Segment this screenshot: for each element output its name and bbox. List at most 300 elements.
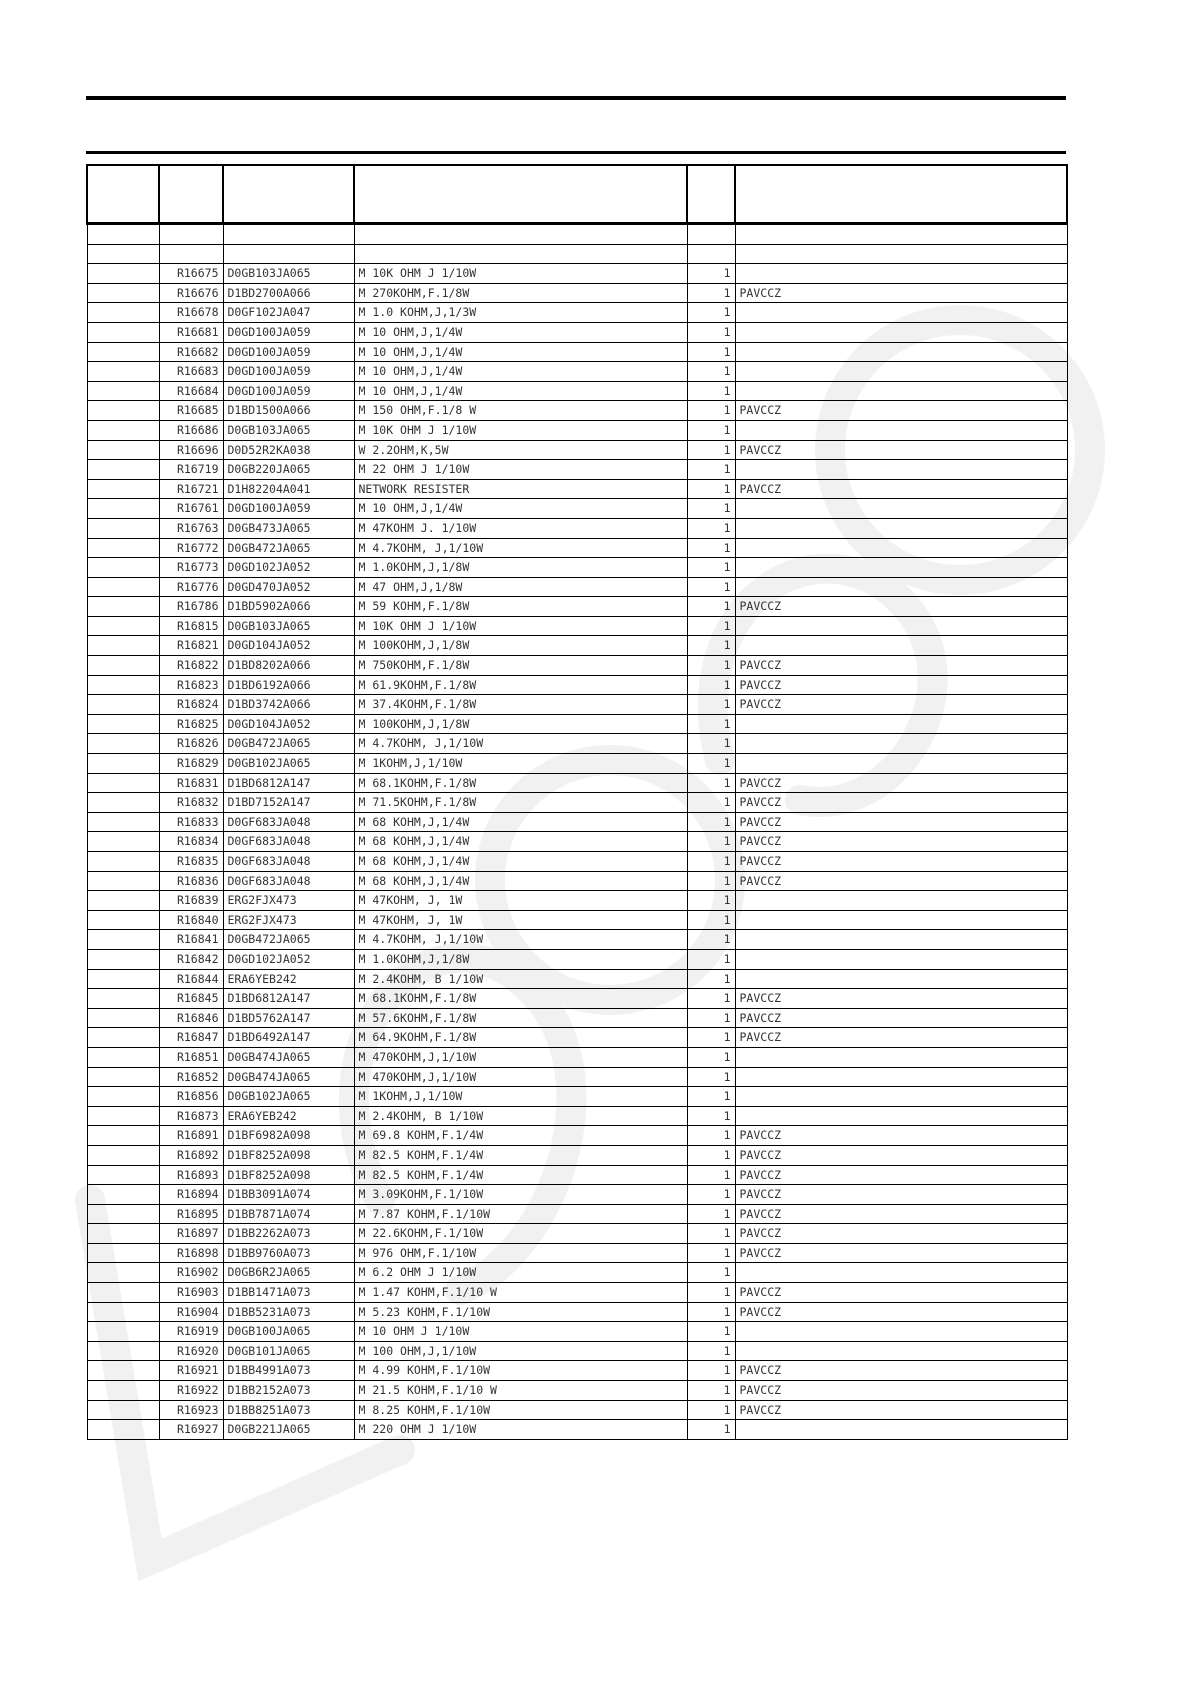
description-cell: M 10K OHM J 1/10W (354, 264, 687, 284)
table-row (87, 303, 1067, 323)
table-row (87, 499, 1067, 519)
quantity-cell: 1 (687, 499, 735, 519)
remarks-cell (735, 322, 1067, 342)
remarks-cell: PAVCCZ (735, 812, 1067, 832)
quantity-cell: 1 (687, 1126, 735, 1146)
quantity-cell: 1 (687, 1283, 735, 1303)
description-cell: M 22.6KOHM,F.1/10W (354, 1224, 687, 1244)
quantity-cell: 1 (687, 440, 735, 460)
section-cell (87, 1145, 159, 1165)
part-no-cell: D1BD8202A066 (223, 656, 354, 676)
quantity-cell: 1 (687, 636, 735, 656)
section-cell (87, 1067, 159, 1087)
description-cell: M 47 OHM,J,1/8W (354, 577, 687, 597)
description-cell: M 220 OHM J 1/10W (354, 1420, 687, 1440)
blank-row (87, 224, 1067, 245)
quantity-cell: 1 (687, 812, 735, 832)
ref-no-cell: R16856 (159, 1087, 223, 1107)
ref-no-cell: R16721 (159, 479, 223, 499)
part-no-cell: D1BF8252A098 (223, 1165, 354, 1185)
part-no-cell: D0GD470JA052 (223, 577, 354, 597)
description-cell: M 47KOHM, J, 1W (354, 891, 687, 911)
part-no-cell: D0GD100JA059 (223, 499, 354, 519)
part-no-cell: D0GB101JA065 (223, 1341, 354, 1361)
ref-no-cell: R16676 (159, 283, 223, 303)
description-cell: M 4.7KOHM, J,1/10W (354, 930, 687, 950)
ref-no-cell: R16831 (159, 773, 223, 793)
section-cell (87, 1087, 159, 1107)
table-row (87, 1028, 1067, 1048)
section-cell (87, 1341, 159, 1361)
part-no-cell: D0GD100JA059 (223, 362, 354, 382)
description-cell: M 8.25 KOHM,F.1/10W (354, 1400, 687, 1420)
part-no-cell: D0GB103JA065 (223, 420, 354, 440)
quantity-cell: 1 (687, 656, 735, 676)
ref-no-cell: R16685 (159, 401, 223, 421)
section-cell (87, 734, 159, 754)
section-cell (87, 616, 159, 636)
table-row (87, 1224, 1067, 1244)
description-cell: M 150 OHM,F.1/8 W (354, 401, 687, 421)
description-cell: M 10 OHM,J,1/4W (354, 499, 687, 519)
section-cell (87, 538, 159, 558)
part-no-cell: D1BB5231A073 (223, 1302, 354, 1322)
header-cell (687, 165, 735, 224)
table-row (87, 714, 1067, 734)
ref-no-cell: R16902 (159, 1263, 223, 1283)
section-cell (87, 558, 159, 578)
ref-no-cell: R16846 (159, 1008, 223, 1028)
quantity-cell: 1 (687, 773, 735, 793)
remarks-cell (735, 714, 1067, 734)
table-row (87, 812, 1067, 832)
section-cell (87, 1204, 159, 1224)
table-row (87, 1302, 1067, 1322)
remarks-cell (735, 949, 1067, 969)
table-row (87, 1106, 1067, 1126)
table-row (87, 1263, 1067, 1283)
ref-no-cell: R16773 (159, 558, 223, 578)
section-cell (87, 773, 159, 793)
ref-no-cell: R16833 (159, 812, 223, 832)
remarks-cell: PAVCCZ (735, 440, 1067, 460)
description-cell: M 47KOHM, J, 1W (354, 910, 687, 930)
ref-no-cell: R16675 (159, 264, 223, 284)
quantity-cell: 1 (687, 1361, 735, 1381)
remarks-cell: PAVCCZ (735, 1185, 1067, 1205)
part-no-cell: D0GB102JA065 (223, 754, 354, 774)
quantity-cell: 1 (687, 734, 735, 754)
ref-no-cell: R16851 (159, 1047, 223, 1067)
quantity-cell: 1 (687, 949, 735, 969)
part-no-cell: ERA6YEB242 (223, 1106, 354, 1126)
ref-no-cell: R16763 (159, 518, 223, 538)
part-no-cell: D0GB100JA065 (223, 1322, 354, 1342)
ref-no-cell: R16815 (159, 616, 223, 636)
description-cell: M 100 OHM,J,1/10W (354, 1341, 687, 1361)
description-cell: M 82.5 KOHM,F.1/4W (354, 1165, 687, 1185)
part-no-cell: D1BB2262A073 (223, 1224, 354, 1244)
description-cell: M 5.23 KOHM,F.1/10W (354, 1302, 687, 1322)
remarks-cell (735, 1341, 1067, 1361)
remarks-cell: PAVCCZ (735, 989, 1067, 1009)
description-cell: M 71.5KOHM,F.1/8W (354, 793, 687, 813)
part-no-cell: D1BD2700A066 (223, 283, 354, 303)
ref-no-cell: R16921 (159, 1361, 223, 1381)
description-cell: M 270KOHM,F.1/8W (354, 283, 687, 303)
table-row (87, 969, 1067, 989)
section-cell (87, 401, 159, 421)
ref-no-cell: R16895 (159, 1204, 223, 1224)
section-cell (87, 852, 159, 872)
remarks-cell (735, 264, 1067, 284)
description-cell: M 64.9KOHM,F.1/8W (354, 1028, 687, 1048)
section-cell (87, 1361, 159, 1381)
remarks-cell (735, 1087, 1067, 1107)
description-cell: M 68 KOHM,J,1/4W (354, 812, 687, 832)
description-cell: M 1KOHM,J,1/10W (354, 754, 687, 774)
quantity-cell: 1 (687, 754, 735, 774)
description-cell: M 21.5 KOHM,F.1/10 W (354, 1381, 687, 1401)
table-row (87, 1067, 1067, 1087)
part-no-cell: D0GD104JA052 (223, 714, 354, 734)
description-cell: M 100KOHM,J,1/8W (354, 714, 687, 734)
table-row (87, 1381, 1067, 1401)
remarks-cell (735, 518, 1067, 538)
part-no-cell: D1BD7152A147 (223, 793, 354, 813)
table-row (87, 656, 1067, 676)
description-cell: M 57.6KOHM,F.1/8W (354, 1008, 687, 1028)
section-cell (87, 1420, 159, 1440)
ref-no-cell: R16826 (159, 734, 223, 754)
ref-no-cell: R16829 (159, 754, 223, 774)
ref-no-cell: R16684 (159, 381, 223, 401)
quantity-cell: 1 (687, 1008, 735, 1028)
part-no-cell: D0GB474JA065 (223, 1067, 354, 1087)
section-cell (87, 303, 159, 323)
ref-no-cell: R16873 (159, 1106, 223, 1126)
table-row (87, 754, 1067, 774)
ref-no-cell: R16898 (159, 1243, 223, 1263)
part-no-cell: D1BD1500A066 (223, 401, 354, 421)
description-cell: M 10 OHM,J,1/4W (354, 342, 687, 362)
ref-no-cell: R16842 (159, 949, 223, 969)
table-row (87, 1204, 1067, 1224)
parts-table-body (87, 165, 1067, 1439)
quantity-cell: 1 (687, 264, 735, 284)
ref-no-cell: R16825 (159, 714, 223, 734)
remarks-cell (735, 1067, 1067, 1087)
section-cell (87, 420, 159, 440)
part-no-cell: D1BF8252A098 (223, 1145, 354, 1165)
ref-no-cell: R16891 (159, 1126, 223, 1146)
header-rule (86, 151, 1066, 154)
table-row (87, 381, 1067, 401)
quantity-cell: 1 (687, 283, 735, 303)
remarks-cell (735, 1420, 1067, 1440)
part-no-cell: D0GB472JA065 (223, 930, 354, 950)
quantity-cell: 1 (687, 989, 735, 1009)
section-cell (87, 577, 159, 597)
remarks-cell (735, 1263, 1067, 1283)
table-row (87, 479, 1067, 499)
part-no-cell: D1BB9760A073 (223, 1243, 354, 1263)
table-row (87, 832, 1067, 852)
ref-no-cell: R16919 (159, 1322, 223, 1342)
part-no-cell: D1BD6812A147 (223, 773, 354, 793)
remarks-cell (735, 734, 1067, 754)
section-cell (87, 832, 159, 852)
description-cell: M 68 KOHM,J,1/4W (354, 832, 687, 852)
description-cell: M 37.4KOHM,F.1/8W (354, 695, 687, 715)
ref-no-cell: R16892 (159, 1145, 223, 1165)
description-cell: NETWORK RESISTER (354, 479, 687, 499)
description-cell: M 6.2 OHM J 1/10W (354, 1263, 687, 1283)
quantity-cell: 1 (687, 342, 735, 362)
remarks-cell: PAVCCZ (735, 1302, 1067, 1322)
remarks-cell (735, 969, 1067, 989)
remarks-cell: PAVCCZ (735, 1145, 1067, 1165)
part-no-cell: ERG2FJX473 (223, 891, 354, 911)
quantity-cell: 1 (687, 401, 735, 421)
description-cell: M 69.8 KOHM,F.1/4W (354, 1126, 687, 1146)
part-no-cell: D0GB220JA065 (223, 460, 354, 480)
remarks-cell (735, 616, 1067, 636)
part-no-cell: D0GF683JA048 (223, 871, 354, 891)
ref-no-cell: R16927 (159, 1420, 223, 1440)
quantity-cell: 1 (687, 1322, 735, 1342)
quantity-cell: 1 (687, 322, 735, 342)
quantity-cell: 1 (687, 577, 735, 597)
description-cell: M 1.0KOHM,J,1/8W (354, 558, 687, 578)
remarks-cell: PAVCCZ (735, 852, 1067, 872)
description-cell: M 10K OHM J 1/10W (354, 420, 687, 440)
ref-no-cell: R16834 (159, 832, 223, 852)
quantity-cell: 1 (687, 1204, 735, 1224)
top-rule (86, 96, 1066, 100)
section-cell (87, 714, 159, 734)
quantity-cell: 1 (687, 558, 735, 578)
quantity-cell: 1 (687, 1047, 735, 1067)
table-row (87, 1283, 1067, 1303)
remarks-cell: PAVCCZ (735, 695, 1067, 715)
remarks-cell: PAVCCZ (735, 1400, 1067, 1420)
description-cell: M 7.87 KOHM,F.1/10W (354, 1204, 687, 1224)
quantity-cell: 1 (687, 597, 735, 617)
quantity-cell: 1 (687, 695, 735, 715)
remarks-cell: PAVCCZ (735, 1165, 1067, 1185)
description-cell: M 100KOHM,J,1/8W (354, 636, 687, 656)
part-no-cell: D1BD5762A147 (223, 1008, 354, 1028)
section-cell (87, 910, 159, 930)
ref-no-cell: R16845 (159, 989, 223, 1009)
section-cell (87, 362, 159, 382)
quantity-cell: 1 (687, 460, 735, 480)
table-row (87, 1341, 1067, 1361)
ref-no-cell: R16832 (159, 793, 223, 813)
part-no-cell: D0GF683JA048 (223, 832, 354, 852)
quantity-cell: 1 (687, 303, 735, 323)
ref-no-cell: R16841 (159, 930, 223, 950)
part-no-cell: ERA6YEB242 (223, 969, 354, 989)
remarks-cell (735, 342, 1067, 362)
ref-no-cell: R16822 (159, 656, 223, 676)
table-row (87, 891, 1067, 911)
part-no-cell: D0GD100JA059 (223, 342, 354, 362)
remarks-cell (735, 381, 1067, 401)
table-row (87, 420, 1067, 440)
description-cell: M 1.0KOHM,J,1/8W (354, 949, 687, 969)
description-cell: M 1KOHM,J,1/10W (354, 1087, 687, 1107)
part-no-cell: D0GD100JA059 (223, 322, 354, 342)
remarks-cell (735, 1322, 1067, 1342)
section-cell (87, 989, 159, 1009)
description-cell: W 2.2OHM,K,5W (354, 440, 687, 460)
part-no-cell: D1BD6492A147 (223, 1028, 354, 1048)
quantity-cell: 1 (687, 381, 735, 401)
part-no-cell: D0GB102JA065 (223, 1087, 354, 1107)
table-row (87, 401, 1067, 421)
section-cell (87, 754, 159, 774)
ref-no-cell: R16840 (159, 910, 223, 930)
table-row (87, 793, 1067, 813)
table-row (87, 1008, 1067, 1028)
description-cell: M 10K OHM J 1/10W (354, 616, 687, 636)
quantity-cell: 1 (687, 1067, 735, 1087)
part-no-cell: D0GD102JA052 (223, 949, 354, 969)
part-no-cell: D1BD6812A147 (223, 989, 354, 1009)
quantity-cell: 1 (687, 1381, 735, 1401)
description-cell: M 750KOHM,F.1/8W (354, 656, 687, 676)
ref-no-cell: R16922 (159, 1381, 223, 1401)
description-cell: M 22 OHM J 1/10W (354, 460, 687, 480)
table-row (87, 773, 1067, 793)
table-row (87, 1420, 1067, 1440)
remarks-cell (735, 420, 1067, 440)
header-cell (159, 165, 223, 224)
section-cell (87, 460, 159, 480)
description-cell: M 59 KOHM,F.1/8W (354, 597, 687, 617)
quantity-cell: 1 (687, 1420, 735, 1440)
section-cell (87, 930, 159, 950)
part-no-cell: D1BF6982A098 (223, 1126, 354, 1146)
description-cell: M 4.7KOHM, J,1/10W (354, 734, 687, 754)
section-cell (87, 1263, 159, 1283)
table-row (87, 264, 1067, 284)
ref-no-cell: R16923 (159, 1400, 223, 1420)
ref-no-cell: R16682 (159, 342, 223, 362)
quantity-cell: 1 (687, 1224, 735, 1244)
quantity-cell: 1 (687, 832, 735, 852)
remarks-cell: PAVCCZ (735, 1028, 1067, 1048)
description-cell: M 470KOHM,J,1/10W (354, 1047, 687, 1067)
part-no-cell: D0GB6R2JA065 (223, 1263, 354, 1283)
remarks-cell (735, 460, 1067, 480)
table-row (87, 675, 1067, 695)
quantity-cell: 1 (687, 616, 735, 636)
section-cell (87, 1224, 159, 1244)
ref-no-cell: R16786 (159, 597, 223, 617)
description-cell: M 61.9KOHM,F.1/8W (354, 675, 687, 695)
ref-no-cell: R16824 (159, 695, 223, 715)
quantity-cell: 1 (687, 1302, 735, 1322)
description-cell: M 4.7KOHM, J,1/10W (354, 538, 687, 558)
quantity-cell: 1 (687, 362, 735, 382)
header-cell (354, 165, 687, 224)
quantity-cell: 1 (687, 1145, 735, 1165)
part-no-cell: D0GB103JA065 (223, 616, 354, 636)
table-row (87, 695, 1067, 715)
table-row (87, 440, 1067, 460)
section-cell (87, 656, 159, 676)
table-row (87, 577, 1067, 597)
table-row (87, 871, 1067, 891)
part-no-cell: D0GB472JA065 (223, 538, 354, 558)
remarks-cell: PAVCCZ (735, 597, 1067, 617)
remarks-cell: PAVCCZ (735, 1361, 1067, 1381)
ref-no-cell: R16821 (159, 636, 223, 656)
part-no-cell: D1BB2152A073 (223, 1381, 354, 1401)
table-row (87, 636, 1067, 656)
quantity-cell: 1 (687, 675, 735, 695)
section-cell (87, 283, 159, 303)
remarks-cell (735, 577, 1067, 597)
ref-no-cell: R16852 (159, 1067, 223, 1087)
ref-no-cell: R16681 (159, 322, 223, 342)
ref-no-cell: R16920 (159, 1341, 223, 1361)
quantity-cell: 1 (687, 1087, 735, 1107)
remarks-cell (735, 636, 1067, 656)
remarks-cell: PAVCCZ (735, 1224, 1067, 1244)
remarks-cell: PAVCCZ (735, 1283, 1067, 1303)
table-row (87, 852, 1067, 872)
quantity-cell: 1 (687, 1243, 735, 1263)
blank-row (87, 244, 1067, 264)
section-cell (87, 440, 159, 460)
ref-no-cell: R16678 (159, 303, 223, 323)
quantity-cell: 1 (687, 891, 735, 911)
section-cell (87, 812, 159, 832)
quantity-cell: 1 (687, 538, 735, 558)
ref-no-cell: R16893 (159, 1165, 223, 1185)
section-cell (87, 1381, 159, 1401)
description-cell: M 4.99 KOHM,F.1/10W (354, 1361, 687, 1381)
section-cell (87, 695, 159, 715)
section-cell (87, 969, 159, 989)
section-cell (87, 1126, 159, 1146)
description-cell: M 10 OHM,J,1/4W (354, 322, 687, 342)
remarks-cell (735, 558, 1067, 578)
part-no-cell: D0GB473JA065 (223, 518, 354, 538)
part-no-cell: D1BB7871A074 (223, 1204, 354, 1224)
ref-no-cell: R16772 (159, 538, 223, 558)
table-row (87, 1087, 1067, 1107)
table-row (87, 538, 1067, 558)
table-row (87, 734, 1067, 754)
table-row (87, 1047, 1067, 1067)
part-no-cell: D1BB4991A073 (223, 1361, 354, 1381)
description-cell: M 10 OHM,J,1/4W (354, 381, 687, 401)
section-cell (87, 1400, 159, 1420)
part-no-cell: D0GB474JA065 (223, 1047, 354, 1067)
quantity-cell: 1 (687, 910, 735, 930)
description-cell: M 2.4KOHM, B 1/10W (354, 1106, 687, 1126)
description-cell: M 68 KOHM,J,1/4W (354, 852, 687, 872)
part-no-cell: D0D52R2KA038 (223, 440, 354, 460)
part-no-cell: D0GF683JA048 (223, 852, 354, 872)
ref-no-cell: R16776 (159, 577, 223, 597)
description-cell: M 2.4KOHM, B 1/10W (354, 969, 687, 989)
